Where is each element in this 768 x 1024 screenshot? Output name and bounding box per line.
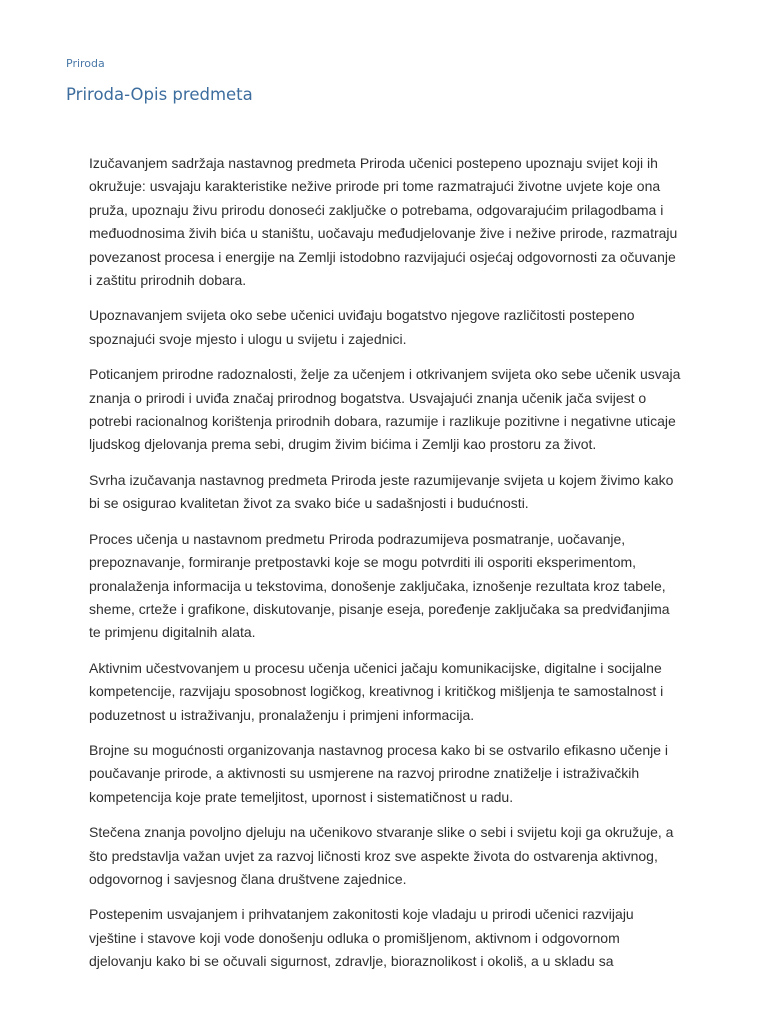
paragraph-7: Brojne su mogućnosti organizovanja nastavnog procesa kako bi se ostvarilo efikasno učenje i poučavanje prirode, a aktivnosti su usmjerene na razvoj prirodne znatiželje i istraživačkih kompetencija koje prate temeljitost, upornost i sistematičnost u radu.	[89, 741, 669, 805]
paragraph-4: Svrha izučavanja nastavnog predmeta Priroda jeste razumijevanje svijeta u kojem živimo kako bi se osigurao kvalitetan život za svako biće u sadašnjosti i budućnosti.	[89, 471, 674, 512]
paragraph-6: Aktivnim učestvovanjem u procesu učenja učenici jačaju komunikacijske, digitalne i socijalne kompetencije, razvijaju sposobnost logičkog, kreativnog i kritičkog mišljenja te samostalnost i poduzetnost u istraživanju, pronalaženju i primjeni informacija.	[89, 659, 664, 723]
breadcrumb[interactable]: Priroda	[66, 57, 105, 70]
paragraph-3: Poticanjem prirodne radoznalosti, želje za učenjem i otkrivanjem svijeta oko sebe učenik usvaja znanja o prirodi i uviđa značaj prirodnog bogatstva. Usvajajući znanja učenik jača svijest o potrebi racionalnog korištenja prirodnih dobara, razumije i razlikuje pozitivne i negativne uticaje ljudskog djelovanja prema sebi, drugim živim bićima i Zemlji kao prostoru za život.	[89, 366, 681, 453]
paragraph-1: Izučavanjem sadržaja nastavnog predmeta Priroda učenici postepeno upoznaju svijet koji ih okružuje: usvajaju karakteristike nežive prirode pri tome razmatrajući životne uvjete koje ona pruža, upoznaju živu prirodu donoseći zaključke o potrebama, odgovarajućim prilagodbama i međuodnosima živih bića u staništu, uočavaju međudjelovanje žive i nežive prirode, razmatraju povezanost procesa i energije na Zemlji istodobno razvijajući osjećaj odgovornosti za očuvanje i zaštitu prirodnih dobara.	[89, 155, 678, 289]
paragraph-9: Postepenim usvajanjem i prihvatanjem zakonitosti koje vladaju u prirodi učenici razvijaju vještine i stavove koji vode donošenju odluka o promišljenom, aktivnom i odgovornom djelovanju kako bi se očuvali sigurnost, zdravlje, bioraznolikost i okoliš, a u skladu sa	[89, 906, 634, 970]
page-title: Priroda-Opis predmeta	[66, 85, 253, 104]
paragraph-5: Proces učenja u nastavnom predmetu Priroda podrazumijeva posmatranje, uočavanje, prepoznavanje, formiranje pretpostavki koje se mogu potvrditi ili osporiti eksperimentom, pronalaženja informacija u tekstovima, donošenje zaključaka, iznošenje rezultata kroz tabele, sheme, crteže i grafikone, diskutovanje, pisanje eseja, poređenje zaključaka sa predviđanjima te primjenu digitalnih alata.	[89, 530, 670, 641]
description-body	[89, 152, 689, 986]
paragraph-8: Stečena znanja povoljno djeluju na učenikovo stvaranje slike o sebi i svijetu koji ga okružuje, a što predstavlja važan uvjet za razvoj ličnosti kroz sve aspekte života do ostvarenja aktivnog, odgovornog i savjesnog člana društvene zajednice.	[89, 824, 674, 887]
paragraph-2: Upoznavanjem svijeta oko sebe učenici uviđaju bogatstvo njegove različitosti postepeno spoznajući svoje mjesto i ulogu u svijetu i zajednici.	[89, 307, 635, 347]
